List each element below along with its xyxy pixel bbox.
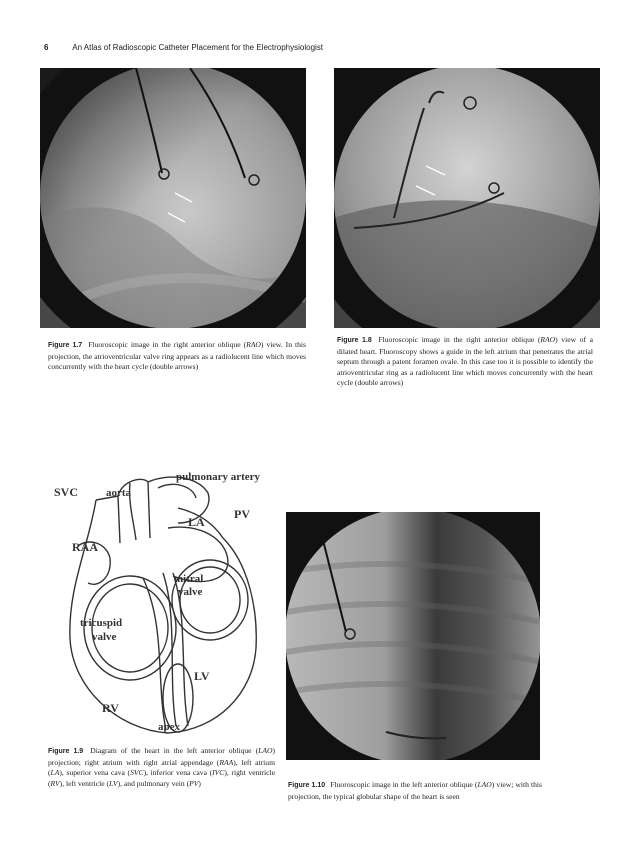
label-mitral-valve: valve [178, 586, 203, 598]
running-title: An Atlas of Radioscopic Catheter Placement for the Electrophysiologist [72, 43, 324, 52]
label-la: LA [188, 515, 205, 529]
figure-1-7-image [40, 68, 306, 328]
label-pulmonary-artery: pulmonary artery [176, 471, 261, 483]
figure-1-9-caption: Figure 1.9 Diagram of the heart in the left anterior oblique (LAO) projection; right atrium with right atrial appendage (RAA), left atrium (LA), superior vena cava (SVC), inferior vena cava (IVC), right ventricle (RV), left ventricle (LV), and pulmonary vein (PV) [48, 746, 275, 788]
figure-1-8-image [334, 68, 600, 328]
label-tricuspid-valve: valve [92, 631, 117, 643]
label-lv: LV [194, 669, 210, 683]
figure-1-8-caption: Figure 1.8 Fluoroscopic image in the right anterior oblique (RAO) view of a dilated heart. Fluoroscopy shows a guide in the left atrium that penetrates the atrial septum through a patent foramen ovale. In this case too it is possible to identify the atrioventricular ring as a radiolucent line which moves concurrently with the heart cycle (double arrows) [337, 335, 593, 388]
figure-1-10-caption: Figure 1.10 Fluoroscopic image in the left anterior oblique (LAO) view; with this projection, the typical globular shape of the heart is seen [288, 780, 542, 801]
label-apex: apex [158, 721, 180, 733]
running-header [44, 43, 323, 52]
label-mitral: mitral [174, 573, 204, 585]
label-aorta: aorta [106, 487, 132, 499]
figure-1-7-caption: Figure 1.7 Fluoroscopic image in the right anterior oblique (RAO) view. In this projection, the atrioventricular valve ring appears as a radiolucent line which moves concurrently with the heart cycle (double arrows) [48, 340, 306, 372]
page-number: 6 [44, 43, 49, 52]
label-tricuspid: tricuspid [80, 617, 123, 629]
figure-label: Figure 1.10 [288, 782, 326, 789]
figure-label: Figure 1.7 [48, 342, 83, 349]
figure-1-10-image [286, 512, 540, 760]
figure-1-9-heart-diagram [48, 468, 276, 740]
figure-label: Figure 1.9 [48, 748, 84, 755]
label-raa: RAA [72, 540, 98, 554]
label-rv: RV [102, 701, 119, 715]
label-pv: PV [234, 507, 250, 521]
figure-label: Figure 1.8 [337, 337, 372, 344]
label-svc: SVC [54, 485, 79, 499]
